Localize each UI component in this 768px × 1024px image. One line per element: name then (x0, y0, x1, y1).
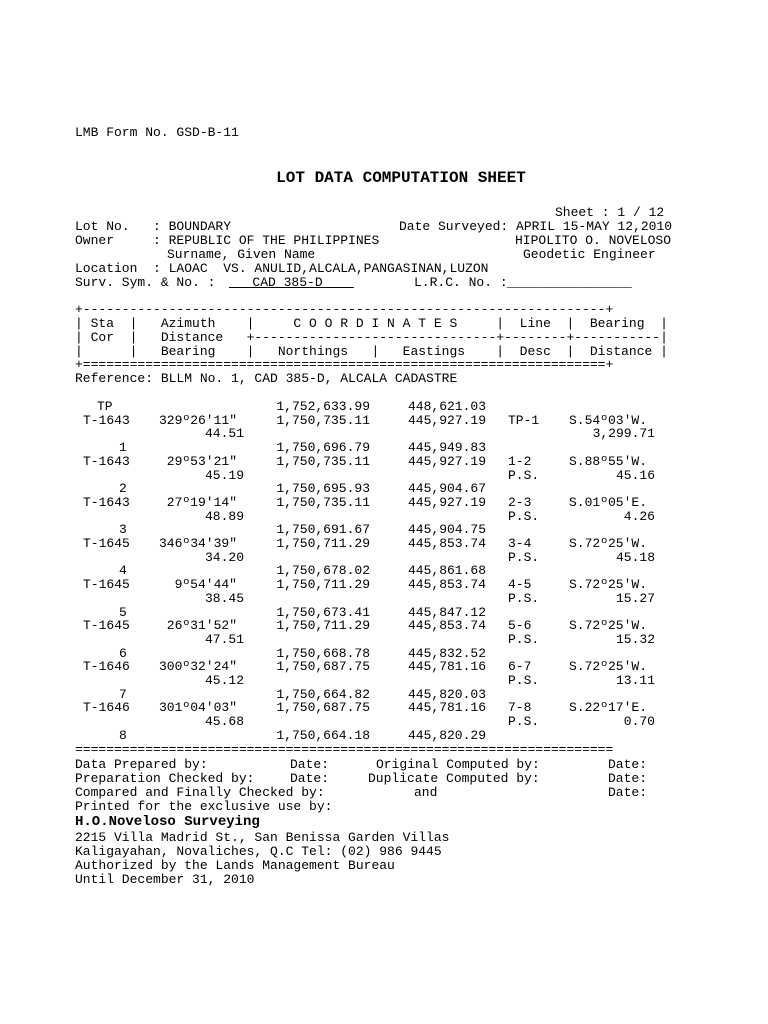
reference: Reference: BLLM No. 1, CAD 385-D, ALCALA CADASTRE (75, 371, 458, 386)
azimuth-cell: 44.51 (205, 426, 245, 442)
azimuth-cell: 329º26'11" (158, 412, 237, 428)
northing-cell: 1,750,735.11 (276, 453, 370, 469)
prepared-by: Data Prepared by: (75, 757, 208, 772)
line-desc-cell: 3-4 (508, 536, 532, 551)
line-desc-cell: P.S. (508, 590, 540, 606)
bearing-cell: 13.11 (615, 673, 655, 688)
easting-cell: 445,847.12 (407, 604, 486, 620)
station-cell: T-1646 (83, 700, 130, 716)
easting-cell: 445,820.03 (407, 686, 486, 702)
station-cell: T-1643 (83, 412, 130, 428)
easting-cell: 445,861.68 (407, 563, 486, 579)
bearing-cell: S.72º25'W. (569, 577, 648, 593)
table-header-row: | Cor | Distance +-------------------------------+--------+-----------| (75, 330, 668, 345)
bearing-cell: S.72º25'W. (569, 536, 648, 551)
easting-cell: 445,853.74 (407, 577, 486, 593)
table-header-row: | | Bearing | Northings | Eastings | Desc | Distance | (75, 344, 668, 359)
line-desc-cell: P.S. (508, 673, 540, 688)
line-desc-cell: P.S. (508, 631, 540, 647)
duplicate-date: Date: (608, 771, 648, 786)
address-line-2: Kaligayahan, Novaliches, Q.C Tel: (02) 986 9445 (75, 844, 442, 859)
engineer-title: Geodetic Engineer (523, 247, 656, 262)
bearing-cell: S.22º17'E. (569, 700, 648, 716)
engineer-name: HIPOLITO O. NOVELOSO (515, 233, 672, 248)
date-surveyed: Date Surveyed: APRIL 15-MAY 12,2010 (399, 219, 673, 234)
northing-cell: 1,750,664.82 (276, 686, 370, 702)
easting-cell: 445,927.19 (407, 412, 486, 428)
original-date: Date: (608, 757, 648, 772)
station-cell: T-1646 (83, 659, 130, 675)
northing-cell: 1,750,711.29 (276, 618, 370, 634)
line-desc-cell: 5-6 (508, 618, 532, 634)
northing-cell: 1,750,695.93 (276, 481, 370, 497)
easting-cell: 445,853.74 (407, 536, 486, 551)
station-cell: 1 (119, 440, 127, 456)
station-cell: T-1645 (83, 618, 130, 634)
northing-cell: 1,750,691.67 (276, 522, 370, 538)
printed-for: Printed for the exclusive use by: (75, 799, 333, 814)
bearing-cell: 3,299.71 (592, 426, 655, 442)
lot-number: Lot No. : BOUNDARY (75, 219, 232, 234)
line-desc-cell: 1-2 (508, 453, 532, 469)
northing-cell: 1,750,735.11 (276, 494, 370, 510)
azimuth-cell: 346º34'39" (158, 536, 237, 551)
azimuth-cell: 45.19 (205, 467, 245, 483)
azimuth-cell: 47.51 (205, 631, 245, 647)
easting-cell: 445,927.19 (407, 453, 486, 469)
line-desc-cell: 2-3 (508, 494, 532, 510)
northing-cell: 1,750,664.18 (276, 727, 370, 743)
and-text: and (414, 785, 438, 800)
footer-rule: ===================================================================== (75, 742, 614, 757)
northing-cell: 1,750,668.78 (276, 645, 370, 661)
azimuth-cell: 45.12 (205, 673, 245, 688)
easting-cell: 445,904.75 (407, 522, 486, 538)
station-cell: 2 (119, 481, 127, 497)
table-border-top: +-------------------------------------------------------------------+ (75, 302, 614, 317)
line-desc-cell: P.S. (508, 508, 540, 524)
bearing-cell: S.01º05'E. (569, 494, 648, 510)
azimuth-cell: 45.68 (205, 714, 245, 730)
preparation-date: Date: (290, 771, 330, 786)
authorization: Authorized by the Lands Management Bureau (75, 858, 395, 873)
northing-cell: 1,750,687.75 (276, 659, 370, 675)
line-desc-cell: TP-1 (508, 412, 540, 428)
table-border-bottom: +===================================================================+ (75, 357, 614, 372)
azimuth-cell: 29º53'21" (166, 453, 237, 469)
bearing-cell: 45.16 (615, 467, 655, 483)
station-cell: T-1643 (83, 494, 130, 510)
bearing-cell: S.72º25'W. (569, 659, 648, 675)
line-desc-cell: P.S. (508, 714, 540, 730)
northing-cell: 1,750,687.75 (276, 700, 370, 716)
easting-cell: 445,949.83 (407, 440, 486, 456)
easting-cell: 445,927.19 (407, 494, 486, 510)
station-cell: TP (97, 399, 113, 414)
owner-subtitle: Surname, Given Name (167, 247, 316, 262)
easting-cell: 445,781.16 (407, 659, 486, 675)
northing-cell: 1,750,678.02 (276, 563, 370, 579)
survey-symbol-value: CAD 385-D (229, 275, 354, 290)
bearing-cell: 15.27 (615, 590, 655, 606)
owner: Owner : REPUBLIC OF THE PHILIPPINES (75, 233, 380, 248)
bearing-cell: S.72º25'W. (569, 618, 648, 634)
line-desc-cell: P.S. (508, 549, 540, 565)
northing-cell: 1,750,711.29 (276, 577, 370, 593)
bearing-cell: 15.32 (615, 631, 655, 647)
azimuth-cell: 301º04'03" (158, 700, 237, 716)
station-cell: 5 (119, 604, 127, 620)
azimuth-cell: 26º31'52" (166, 618, 237, 634)
station-cell: T-1645 (83, 536, 130, 551)
compared-date: Date: (608, 785, 648, 800)
easting-cell: 445,904.67 (407, 481, 486, 497)
location: Location : LAOAC VS. ANULID,ALCALA,PANGASINAN,LUZON (75, 261, 489, 276)
validity: Until December 31, 2010 (75, 872, 255, 887)
easting-cell: 445,781.16 (407, 700, 486, 716)
bearing-cell: 4.26 (623, 508, 655, 524)
northing-cell: 1,750,735.11 (276, 412, 370, 428)
bearing-cell: S.88º55'W. (569, 453, 648, 469)
azimuth-cell: 27º19'14" (166, 494, 237, 510)
azimuth-cell: 48.89 (205, 508, 245, 524)
bearing-cell: 45.18 (615, 549, 655, 565)
easting-cell: 445,820.29 (407, 727, 486, 743)
lrc-label: L.R.C. No. : (414, 275, 508, 290)
original-computed: Original Computed by: (376, 757, 540, 772)
line-desc-cell: 6-7 (508, 659, 532, 675)
northing-cell: 1,750,696.79 (276, 440, 370, 456)
easting-cell: 445,853.74 (407, 618, 486, 634)
compared-checked: Compared and Finally Checked by: (75, 785, 325, 800)
station-cell: 6 (119, 645, 127, 661)
station-cell: 8 (119, 727, 127, 743)
line-desc-cell: 4-5 (508, 577, 532, 593)
line-desc-cell: P.S. (508, 467, 540, 483)
northing-cell: 1,752,633.99 (276, 399, 370, 414)
sheet-number: Sheet : 1 / 12 (555, 205, 665, 220)
form-number: LMB Form No. GSD-B-11 (75, 125, 239, 140)
station-cell: T-1643 (83, 453, 130, 469)
preparation-checked: Preparation Checked by: (75, 771, 255, 786)
station-cell: T-1645 (83, 577, 130, 593)
duplicate-computed: Duplicate Computed by: (368, 771, 540, 786)
station-cell: 7 (119, 686, 127, 702)
survey-symbol-label: Surv. Sym. & No. : (75, 275, 216, 290)
lrc-value: ________________ (507, 275, 632, 290)
station-cell: 4 (119, 563, 127, 579)
table-header-row: | Sta | Azimuth | C O O R D I N A T E S | Line | Bearing | (75, 316, 668, 331)
azimuth-cell: 38.45 (205, 590, 245, 606)
northing-cell: 1,750,711.29 (276, 536, 370, 551)
prepared-date: Date: (290, 757, 330, 772)
azimuth-cell: 300º32'24" (158, 659, 237, 675)
line-desc-cell: 7-8 (508, 700, 532, 716)
page-title: LOT DATA COMPUTATION SHEET (276, 169, 526, 187)
easting-cell: 445,832.52 (407, 645, 486, 661)
azimuth-cell: 9º54'44" (174, 577, 237, 593)
station-cell: 3 (119, 522, 127, 538)
address-line-1: 2215 Villa Madrid St., San Benissa Garden Villas (75, 830, 450, 845)
company-name: H.O.Noveloso Surveying (75, 814, 260, 830)
azimuth-cell: 34.20 (205, 549, 245, 565)
bearing-cell: S.54º03'W. (569, 412, 648, 428)
northing-cell: 1,750,673.41 (276, 604, 370, 620)
easting-cell: 448,621.03 (407, 399, 486, 414)
bearing-cell: 0.70 (623, 714, 655, 730)
